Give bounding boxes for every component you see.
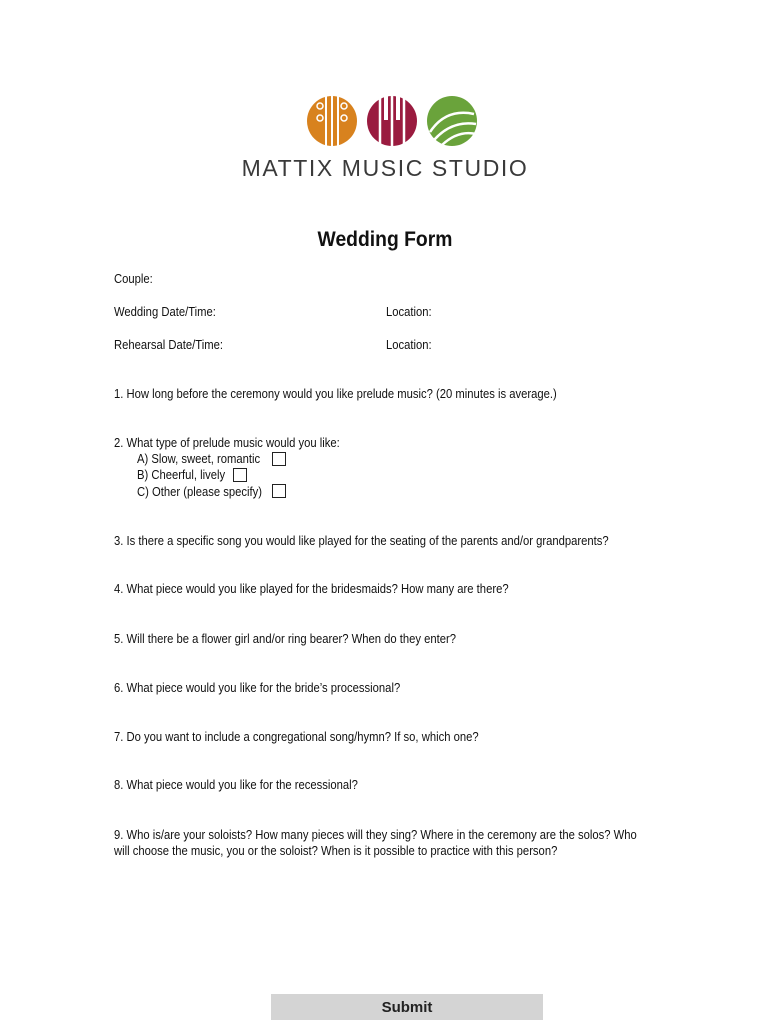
couple-label: Couple: bbox=[114, 272, 153, 286]
question-7: 7. Do you want to include a congregational song/hymn? If so, which one? bbox=[114, 730, 479, 744]
studio-logo bbox=[306, 92, 478, 150]
question-9: 9. Who is/are your soloists? How many pieces will they sing? Where in the ceremony are the solos? Who will choose the music, you or the soloist? When is it possible to practice with this person? bbox=[114, 828, 637, 858]
question-2: 2. What type of prelude music would you like: bbox=[114, 436, 340, 450]
form-title: Wedding Form bbox=[317, 228, 453, 251]
rehearsal-location-label: Location: bbox=[386, 338, 432, 352]
question-8: 8. What piece would you like for the recessional? bbox=[114, 778, 358, 792]
question-3: 3. Is there a specific song you would like played for the seating of the parents and/or grandparents? bbox=[114, 534, 609, 548]
violin-logo-icon bbox=[307, 96, 357, 146]
piano-logo-icon bbox=[367, 96, 417, 146]
wedding-datetime-label: Wedding Date/Time: bbox=[114, 305, 216, 319]
prelude-option-b-label: B) Cheerful, lively bbox=[137, 468, 226, 482]
question-5: 5. Will there be a flower girl and/or ring bearer? When do they enter? bbox=[114, 632, 457, 646]
prelude-option-b-checkbox[interactable] bbox=[233, 468, 247, 482]
rehearsal-datetime-label: Rehearsal Date/Time: bbox=[114, 338, 224, 352]
drum-logo-icon bbox=[427, 96, 477, 146]
prelude-option-a-checkbox[interactable] bbox=[272, 452, 286, 466]
prelude-option-c-checkbox[interactable] bbox=[272, 484, 286, 498]
prelude-option-a-label: A) Slow, sweet, romantic bbox=[137, 452, 261, 466]
submit-button[interactable]: Submit bbox=[271, 994, 543, 1020]
wedding-location-label: Location: bbox=[386, 305, 432, 319]
brand-name: MATTIX MUSIC STUDIO bbox=[241, 155, 529, 181]
question-6: 6. What piece would you like for the bride’s processional? bbox=[114, 681, 401, 695]
question-4: 4. What piece would you like played for the bridesmaids? How many are there? bbox=[114, 582, 509, 596]
prelude-option-c-label: C) Other (please specify) bbox=[137, 485, 263, 499]
question-1: 1. How long before the ceremony would you like prelude music? (20 minutes is average.) bbox=[114, 387, 557, 401]
